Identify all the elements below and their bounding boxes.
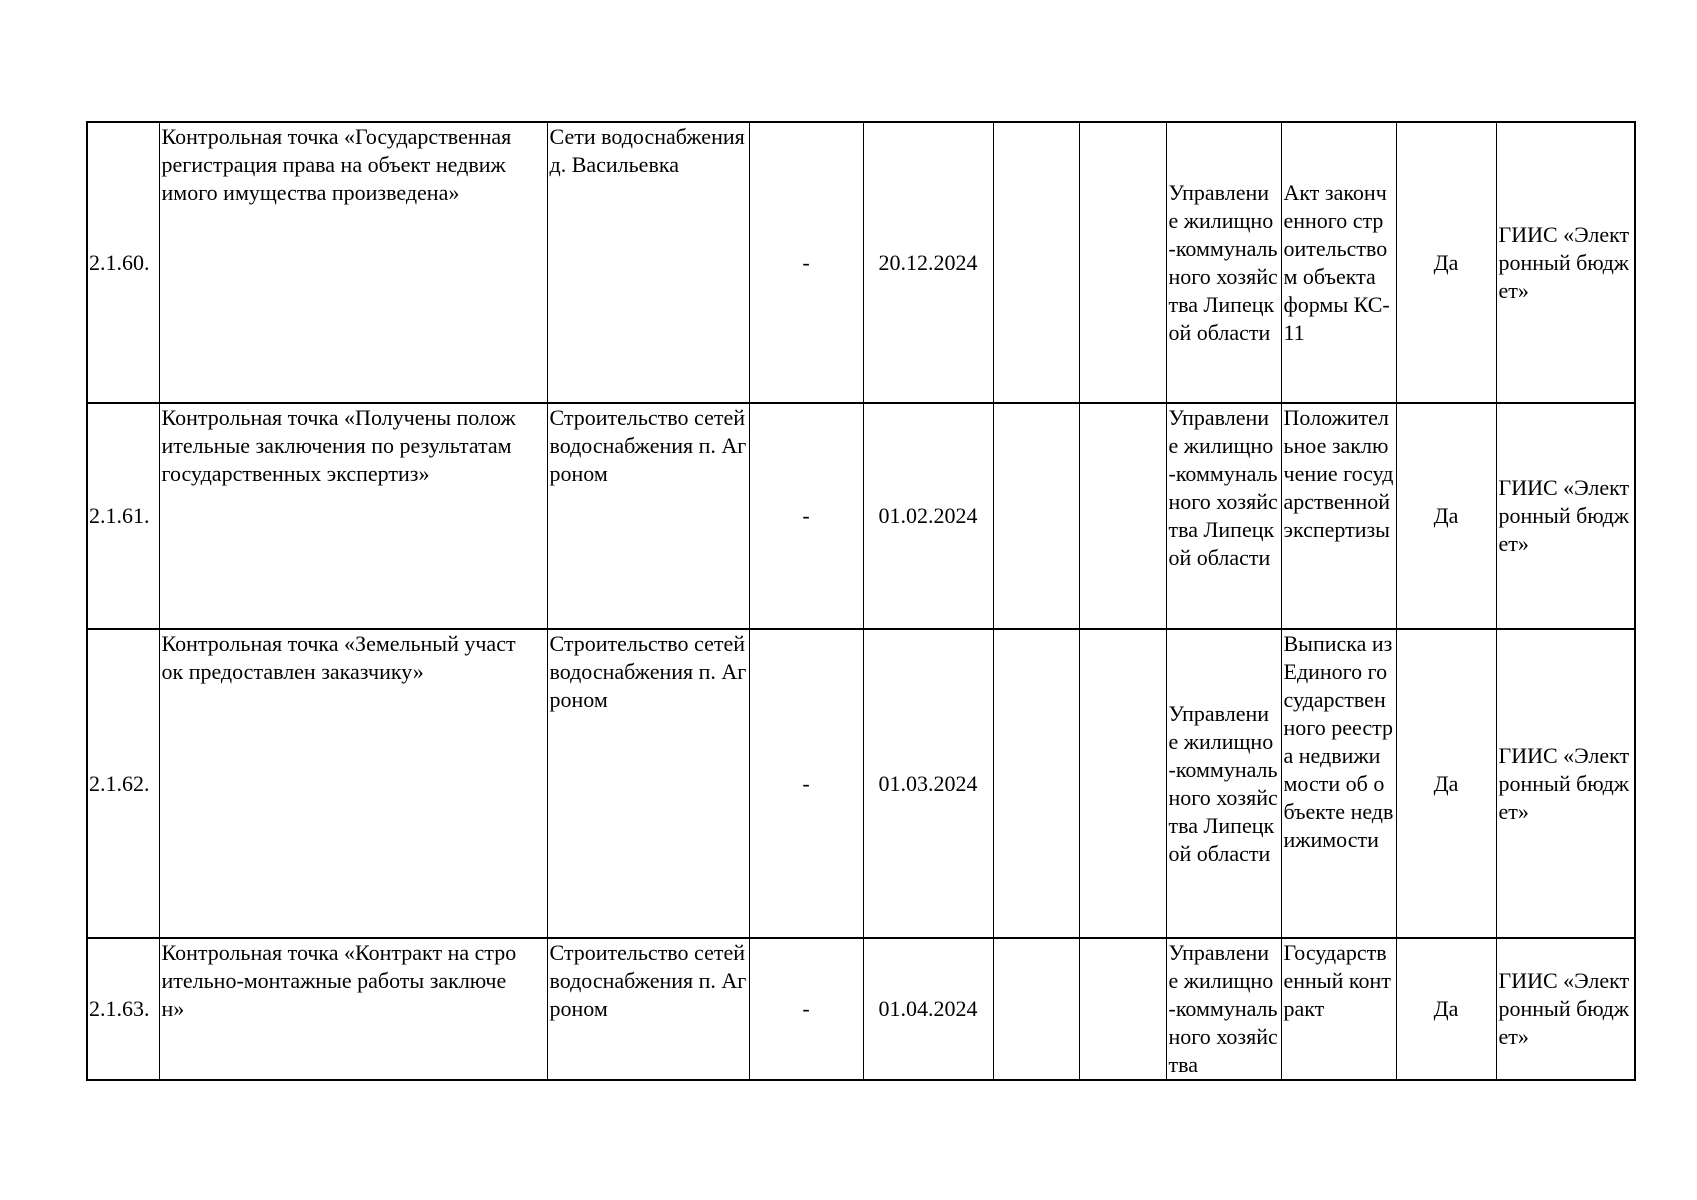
system-cell: ГИИС «Электронный бюджет» (1496, 122, 1635, 403)
empty-cell (1079, 938, 1166, 1080)
flag-cell: Да (1396, 122, 1496, 403)
object-cell: Строительство сетей водоснабжения п. Агроном (547, 938, 749, 1080)
event-cell: Контрольная точка «Государственная регистрация права на объект недвижимого имущества произведена» (159, 122, 547, 403)
table-row (87, 122, 1635, 403)
end-date-cell: 01.04.2024 (863, 938, 993, 1080)
event-cell: Контрольная точка «Контракт на строительно-монтажные работы заключен» (159, 938, 547, 1080)
row-number: 2.1.62. (87, 629, 159, 938)
event-cell: Контрольная точка «Получены положительные заключения по результатам государственных экспертиз» (159, 403, 547, 629)
start-date-cell: - (749, 629, 863, 938)
table-row (87, 938, 1635, 1080)
document-cell: Выписка из Единого государственного реестра недвижимости об объекте недвижимости (1281, 629, 1396, 938)
empty-cell (1079, 403, 1166, 629)
start-date-cell: - (749, 938, 863, 1080)
control-points-table (86, 121, 1636, 1081)
responsible-cell: Управление жилищно-коммунального хозяйства Липецкой области (1166, 403, 1281, 629)
end-date-cell: 01.02.2024 (863, 403, 993, 629)
event-cell: Контрольная точка «Земельный участок предоставлен заказчику» (159, 629, 547, 938)
responsible-cell: Управление жилищно-коммунального хозяйства (1166, 938, 1281, 1080)
row-number: 2.1.61. (87, 403, 159, 629)
system-cell: ГИИС «Электронный бюджет» (1496, 403, 1635, 629)
object-cell: Строительство сетей водоснабжения п. Агроном (547, 403, 749, 629)
empty-cell (1079, 122, 1166, 403)
document-cell: Акт законченного строительством объекта формы КС-11 (1281, 122, 1396, 403)
system-cell: ГИИС «Электронный бюджет» (1496, 938, 1635, 1080)
document-cell: Государственный контракт (1281, 938, 1396, 1080)
start-date-cell: - (749, 122, 863, 403)
document-cell: Положительное заключение государственной экспертизы (1281, 403, 1396, 629)
responsible-cell: Управление жилищно-коммунального хозяйства Липецкой области (1166, 122, 1281, 403)
object-cell: Сети водоснабжения д. Васильевка (547, 122, 749, 403)
flag-cell: Да (1396, 403, 1496, 629)
empty-cell (1079, 629, 1166, 938)
table-row (87, 629, 1635, 938)
table-row (87, 403, 1635, 629)
flag-cell: Да (1396, 938, 1496, 1080)
empty-cell (993, 938, 1079, 1080)
object-cell: Строительство сетей водоснабжения п. Агроном (547, 629, 749, 938)
system-cell: ГИИС «Электронный бюджет» (1496, 629, 1635, 938)
end-date-cell: 01.03.2024 (863, 629, 993, 938)
row-number: 2.1.60. (87, 122, 159, 403)
flag-cell: Да (1396, 629, 1496, 938)
row-number: 2.1.63. (87, 938, 159, 1080)
responsible-cell: Управление жилищно-коммунального хозяйства Липецкой области (1166, 629, 1281, 938)
end-date-cell: 20.12.2024 (863, 122, 993, 403)
empty-cell (993, 122, 1079, 403)
empty-cell (993, 403, 1079, 629)
empty-cell (993, 629, 1079, 938)
start-date-cell: - (749, 403, 863, 629)
